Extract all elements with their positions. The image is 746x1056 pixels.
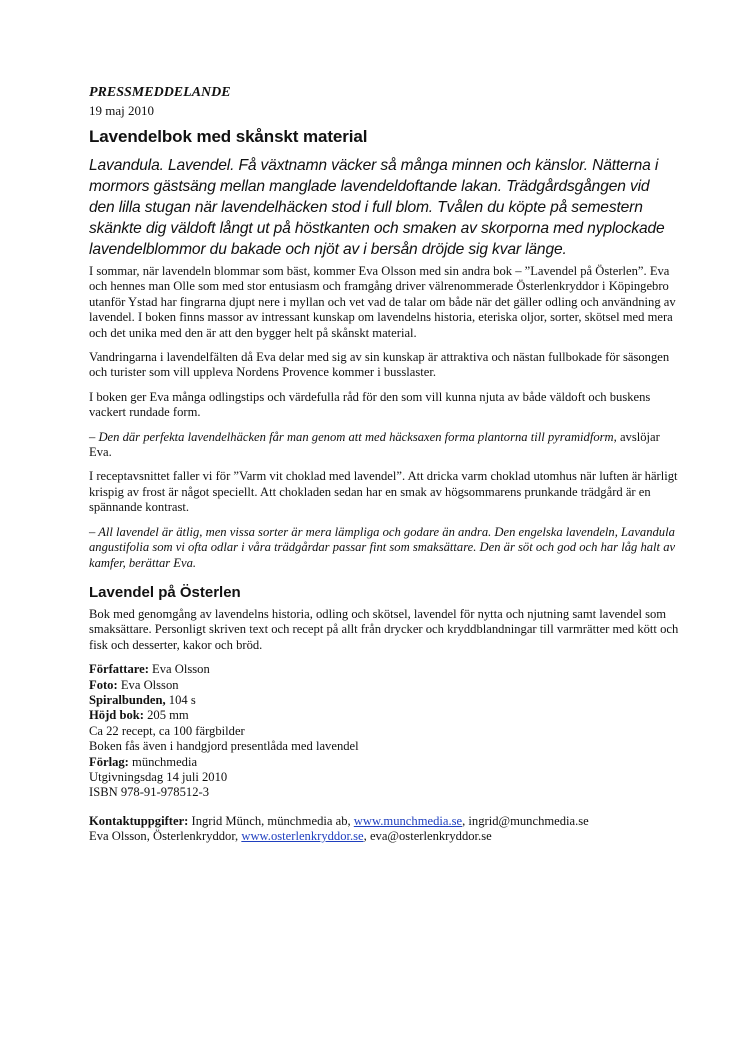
contact-line-2 <box>89 829 679 844</box>
fact-photo <box>89 678 679 693</box>
body-paragraph-2: Vandringarna i lavendelfälten då Eva delar med sig av sin kunskap är attraktiva och nästan fullbokade för säsongen och turister som vill uppleva Nordens Provence kommer i busslaster. <box>89 350 670 380</box>
fact-photo-value: Eva Olsson <box>117 677 179 692</box>
fact-publisher <box>89 755 679 770</box>
release-date: 19 maj 2010 <box>89 103 154 118</box>
fact-recipes: Ca 22 recept, ca 100 färgbilder <box>89 723 245 738</box>
fact-binding-value: 104 s <box>165 692 196 707</box>
quote-paragraph-2: – All lavendel är ätlig, men vissa sorter är mera lämpliga och godare än andra. Den engelska lavendeln, Lavandula angustifolia som vi ofta odlar i våra trädgårdar passar fint som smaksättare. Den är söt och god och har låg halt av kamfer, berättar Eva. <box>89 524 676 570</box>
quote-text-1: – Den där perfekta lavendelhäcken får man genom att med häcksaxen forma plantorna till pyramidform, <box>89 429 617 444</box>
book-facts <box>89 662 679 801</box>
fact-binding <box>89 693 679 708</box>
press-release-page <box>89 84 679 845</box>
fact-author <box>89 662 679 677</box>
fact-height-label: Höjd bok: <box>89 708 144 723</box>
fact-author-value: Eva Olsson <box>148 662 210 677</box>
contact-label: Kontaktuppgifter: <box>89 813 189 828</box>
body-paragraph-4: I receptavsnittet faller vi för ”Varm vit choklad med lavendel”. Att dricka varm choklad utomhus när luften är härligt krispig av frost är något speciellt. Att chokladen sedan har en smak av högsommarens prunkande trädgård är en spännande kontrast. <box>89 469 678 515</box>
fact-publisher-value: münchmedia <box>128 754 198 769</box>
book-description: Bok med genomgång av lavendelns historia, odling och skötsel, lavendel för nytta och njutning samt lavendel som smaksättare. Personligt skriven text och recept på allt från drycker och kryddblandningar till varmrätter med kött och fisk och desserter, kakor och bröd. <box>89 606 679 652</box>
ingress-paragraph: Lavandula. Lavendel. Få växtnamn väcker så många minnen och känslor. Nätterna i mormors gästsäng mellan manglade lavendeldoftande lakan. Trädgårdsgången vid den lilla stugan när lavendelhäcken stod i full blom. Tvålen du köpte på semestern skänkte dig väldoft långt ut på höstkanten och smaken av skorporna med nyplockade lavendelblommor du bakade och njöt av i bersån dröjde sig kvar länge. <box>89 157 665 258</box>
fact-height-value: 205 mm <box>143 708 189 723</box>
contact-1-text: Ingrid Münch, münchmedia ab, <box>188 813 354 828</box>
quote-attribution-1: avslöjar Eva. <box>89 429 660 460</box>
contact-info <box>89 814 679 845</box>
fact-binding-label: Spiralbunden, <box>89 692 166 707</box>
fact-isbn: ISBN 978-91-978512-3 <box>89 785 209 800</box>
contact-line-1 <box>89 814 679 829</box>
munchmedia-link[interactable]: www.munchmedia.se <box>353 813 463 828</box>
document-type-label: PRESSMEDDELANDE <box>89 85 231 100</box>
fact-giftbox: Boken fås även i handgjord presentlåda med lavendel <box>89 739 359 754</box>
body-paragraph-1: I sommar, när lavendeln blommar som bäst, kommer Eva Olsson med sin andra bok – ”Lavendel på Österlen”. Eva och hennes man Olle som med stor entusiasm och framgång driver välrenommerade Österlenkryddor i Köpingebro utanför Ystad har fingrarna djupt nere i myllan och vet vad de talar om både när det gäller odling och användning av lavendel. I boken finns massor av intressant kunskap om lavendelns historia, eteriska oljor, sorter, skötsel med mera och det unika med den är att den bygger helt på skånskt material. <box>89 264 676 340</box>
fact-release: Utgivningsdag 14 juli 2010 <box>89 769 228 784</box>
fact-height <box>89 708 679 723</box>
osterlenkryddor-link[interactable]: www.osterlenkryddor.se <box>241 829 364 844</box>
book-heading: Lavendel på Österlen <box>89 583 241 601</box>
fact-author-label: Författare: <box>89 662 149 677</box>
page-title: Lavendelbok med skånskt material <box>89 127 368 146</box>
contact-2-text: Eva Olsson, Österlenkryddor, <box>89 829 242 844</box>
contact-2-email: , eva@osterlenkryddor.se <box>363 829 492 844</box>
fact-photo-label: Foto: <box>89 677 118 692</box>
quote-paragraph-1 <box>89 430 679 461</box>
fact-publisher-label: Förlag: <box>89 754 129 769</box>
contact-1-email: , ingrid@munchmedia.se <box>462 813 589 828</box>
body-paragraph-3: I boken ger Eva många odlingstips och värdefulla råd för den som vill kunna njuta av både väldoft och buskens vackert rundade form. <box>89 389 651 420</box>
